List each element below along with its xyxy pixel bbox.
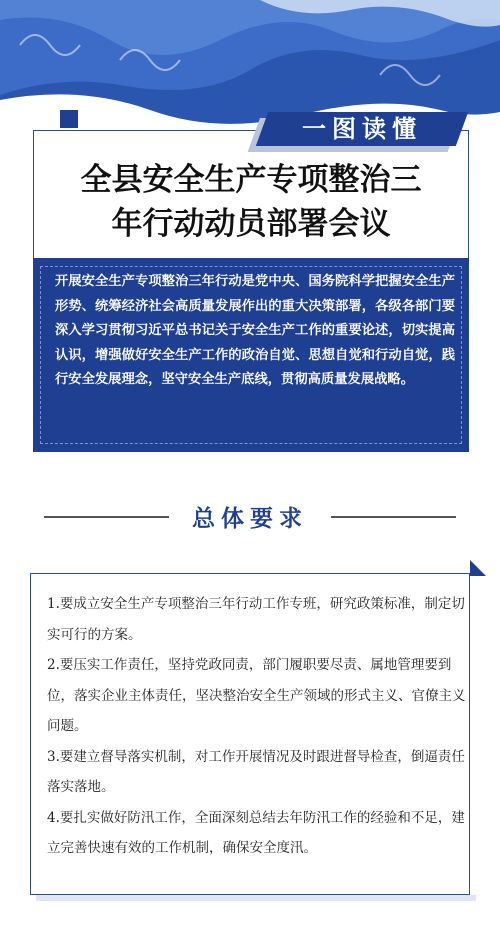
requirements-list <box>47 589 467 864</box>
intro-dashed-border <box>40 266 462 444</box>
page-title-line2: 年行动动员部署会议 <box>111 206 391 242</box>
tag-label: 一图读懂 <box>302 115 422 143</box>
section-title: 总体要求 <box>192 506 308 532</box>
section-header <box>44 500 456 530</box>
decor-square <box>60 110 78 128</box>
requirement-item: 4.要扎实做好防汛工作，全面深刻总结去年防汛工作的经验和不足，建立完善快速有效的工作机制，确保安全度汛。 <box>47 809 465 856</box>
divider-right <box>331 516 456 518</box>
page-title-line1: 全县安全生产专项整治三 <box>80 162 422 198</box>
corner-triangle <box>470 560 486 576</box>
requirement-item: 2.要压实工作责任，坚持党政同责，部门履职要尽责、属地管理要到位，落实企业主体责任，坚决整治安全生产领域的形式主义、官僚主义问题。 <box>47 657 466 734</box>
page-title <box>33 158 469 246</box>
requirement-item: 1.要成立安全生产专项整治三年行动工作专班，研究政策标准，制定切实可行的方案。 <box>47 596 465 643</box>
requirements-shadow <box>36 895 476 901</box>
intro-text: 开展安全生产专项整治三年行动是党中央、国务院科学把握安全生产形势、统筹经济社会高质量发展作出的重大决策部署，各级各部门要深入学习贯彻习近平总书记关于安全生产工作的重要论述，切实提高认识，增强做好安全生产工作的政治自觉、思想自觉和行动自觉，践行安全发展理念，坚守安全生产底线，贯彻高质量发展战略。 <box>55 274 455 387</box>
requirement-item: 3.要建立督导落实机制，对工作开展情况及时跟进督导检查，倒逼责任落实落地。 <box>47 748 465 795</box>
